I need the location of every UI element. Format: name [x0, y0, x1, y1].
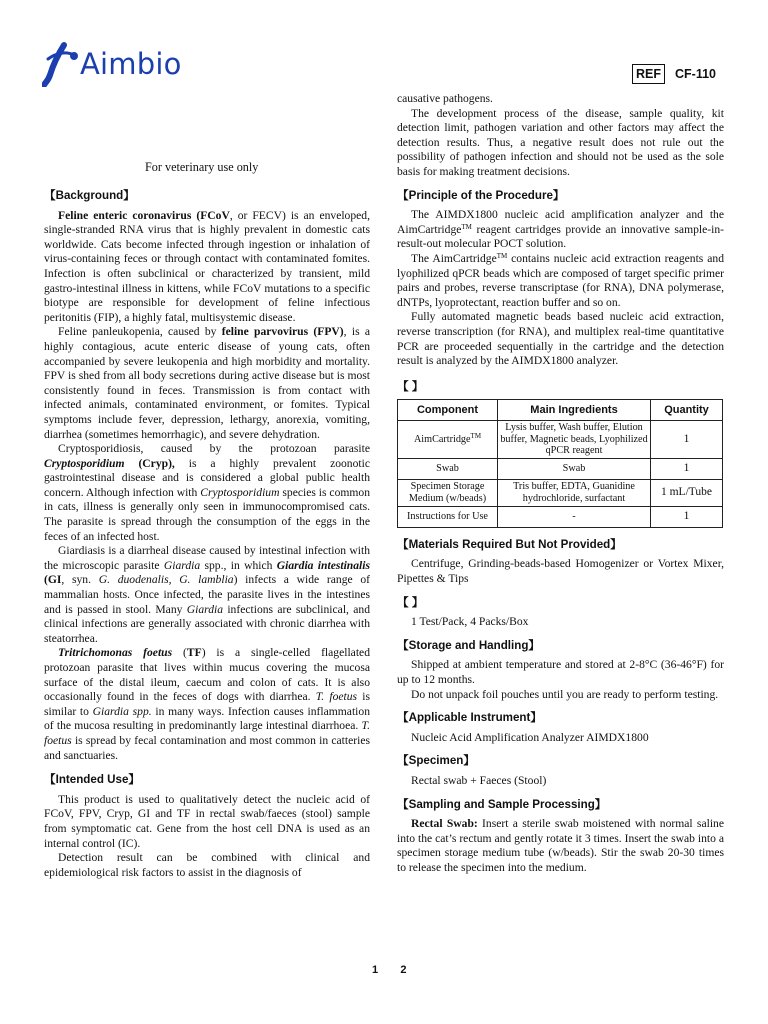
components-table [397, 399, 723, 528]
materials-heading: 【Materials Required But Not Provided】 [397, 537, 622, 551]
table-row [398, 458, 723, 479]
table-cell-component: Specimen Storage Medium (w/beads) [398, 479, 498, 506]
page-total: 2 [400, 964, 409, 976]
aimbio-logo-icon [42, 41, 78, 87]
storage-heading: 【Storage and Handling】 [397, 638, 540, 652]
sampling-paragraph: Rectal Swab: Insert a sterile swab moistened with normal saline into the cat’s rectum and gently rotate it 3 times. Insert the swab into a specimen storage medium tube (w/beads). Stir the swab 20-30 times to release the specimen into the medium. [397, 817, 724, 874]
table-cell-quantity: 1 [651, 421, 723, 459]
table-cell-quantity: 1 [651, 458, 723, 479]
background-paragraph-gi: Giardiasis is a diarrheal disease caused by intestinal infection with the microscopic parasite Giardia spp., in which Giardia intestinalis (GI, syn. G. duodenalis, G. lamblia) infects a wide range of mammalian hosts. Once infected, the parasite lives in the intestines and is passed in stool. Many Giardia infections are subclinical, and clinical infections are generally associated with chronic diarrhea with steatorrhea. [44, 544, 371, 645]
table-cell-quantity: 1 [651, 506, 723, 527]
veterinary-use-note: For veterinary use only [145, 160, 259, 174]
table-header-quantity: Quantity [651, 400, 723, 421]
logo-text: Aimbio [80, 46, 182, 81]
page-number [372, 963, 408, 978]
intended-use-paragraph-1: This product is used to qualitatively detect the nucleic acid of FCoV, FPV, Cryp, GI and TF in rectal swab/faeces (stool) sample from symptomatic cat. Gene from the host cell DNA is used as an internal control (IC). [44, 792, 370, 850]
background-paragraph-fcov: Feline enteric coronavirus (FCoV, or FECV) is an enveloped, single-stranded RNA virus that is highly prevalent in domestic cats worldwide. Cats become infected through ingestion or inhalation of virus-containing feces or through contact with contaminated fomites. Infection is often subclinical or characterized by transient, mild gastro-intestinal illness in kittens, while FCoV mutations to a specific biotype are responsible for development of feline infectious peritonitis (FIP), a highly fatal, multisystemic disease. [44, 208, 370, 324]
table-cell-component: AimCartridge™ [398, 421, 498, 459]
table-row [398, 421, 723, 459]
instrument-text: Nucleic Acid Amplification Analyzer AIMDX1800 [411, 730, 649, 744]
table-cell-quantity: 1 mL/Tube [651, 479, 723, 506]
intended-use-paragraph-2: Detection result can be combined with clinical and epidemiological risk factors to assist in the diagnosis of [44, 851, 370, 879]
principle-paragraph-3: Fully automated magnetic beads based nucleic acid extraction, reverse transcription (for RNA), and multiplex real-time quantitative PCR are proceeded sequentially in the cartridge and the detection result is analyzed by the AIMDX1800 analyzer. [397, 310, 724, 368]
principle-paragraph-2: The AimCartridge™ contains nucleic acid extraction reagents and lyophilized qPCR beads which are composed of target specific primer pairs and probes, reverse transcriptase (for RNA), DNA polymerase, dNTPs, lyoprotectant, reaction buffer and so on. [397, 251, 724, 309]
left-column [44, 185, 370, 880]
table-cell-ingredients: - [498, 506, 651, 527]
aimbio-logo [42, 40, 182, 88]
ref-code: CF-110 [675, 66, 716, 81]
components-heading: 【 】 [397, 379, 424, 393]
packaging-heading: 【 】 [397, 595, 424, 609]
instrument-heading: 【Applicable Instrument】 [397, 711, 542, 725]
table-cell-ingredients: Lysis buffer, Wash buffer, Elution buffer, Magnetic beads, Lyophilized qPCR reagent [498, 421, 651, 459]
sampling-heading: 【Sampling and Sample Processing】 [397, 797, 607, 811]
principle-paragraph-1: The AIMDX1800 nucleic acid amplification analyzer and the AimCartridge™ reagent cartridges provide an innovative sample-in-result-out molecular POCT solution. [397, 208, 724, 251]
storage-paragraph-1: Shipped at ambient temperature and stored at 2-8°C (36-46°F) for up to 12 months. [397, 658, 724, 686]
table-header-row [398, 400, 723, 421]
table-header-ingredients: Main Ingredients [498, 400, 651, 421]
intended-use-heading: 【Intended Use】 [44, 773, 140, 787]
materials-text: Centrifuge, Grinding-beads-based Homogenizer or Vortex Mixer, Pipettes & Tips [397, 557, 724, 585]
background-heading: 【Background】 [44, 189, 135, 202]
right-column [397, 92, 724, 875]
table-row [398, 506, 723, 527]
table-cell-ingredients: Swab [498, 458, 651, 479]
ref-label: REF [632, 64, 665, 84]
principle-heading: 【Principle of the Procedure】 [397, 188, 565, 202]
background-paragraph-tf: Tritrichomonas foetus (TF) is a single-celled flagellated protozoan parasite that lives within mucus covering the mucosa surface of the distal ileum, caecum and colon of cats. It is also occasionally found in the feces of dogs with diarrhea. T. foetus is similar to Giardia spp. in many ways. Infection causes inflammation of the mucosa resulting in predominantly large intestinal diarrhoea. T. foetus is spread by fecal contamination and most common in catteries and sanctuaries. [44, 646, 370, 762]
intended-use-continued: causative pathogens. [397, 92, 493, 105]
background-paragraph-fpv: Feline panleukopenia, caused by feline parvovirus (FPV), is a highly contagious, acute enteric disease of young cats, often accompanied by severe leukopenia and high morbidity and mortality. FPV is shed from all body secretions during active disease but is most consistently found in feces. Transmission is from contact with infected animals, contaminated environment, or fomites. Typical symptoms include fever, depression, lethargy, anorexia, vomiting, diarrhea (sometimes hemorrhagic), and severe dehydration. [44, 325, 370, 441]
table-cell-component: Instructions for Use [398, 506, 498, 527]
background-paragraph-cryp: Cryptosporidiosis, caused by the protozoan parasite Cryptosporidium (Cryp), is a highly prevalent zoonotic gastrointestinal disease and is considered a global public health concern. Although infection with Cryptosporidium species is common in cats, illness is generally only seen in immunocompromised cats. The parasite is spread through the consumption of the eggs in the feces of an infected host. [44, 442, 370, 543]
ref-block [632, 64, 716, 84]
specimen-text: Rectal swab + Faeces (Stool) [411, 773, 547, 787]
specimen-heading: 【Specimen】 [397, 754, 475, 768]
table-row [398, 479, 723, 506]
storage-paragraph-2: Do not unpack foil pouches until you are ready to perform testing. [411, 687, 719, 701]
table-cell-component: Swab [398, 458, 498, 479]
intended-use-limitation: The development process of the disease, sample quality, kit detection limit, pathogen variation and other factors may affect the detection results. Thus, a negative result does not rule out the possibility of pathogen infection and should not be used as the sole basis for making treatment decisions. [397, 106, 724, 178]
packaging-text: 1 Test/Pack, 4 Packs/Box [411, 615, 529, 629]
page-current: 1 [372, 964, 381, 976]
table-header-component: Component [398, 400, 498, 421]
table-cell-ingredients: Tris buffer, EDTA, Guanidine hydrochloride, surfactant [498, 479, 651, 506]
